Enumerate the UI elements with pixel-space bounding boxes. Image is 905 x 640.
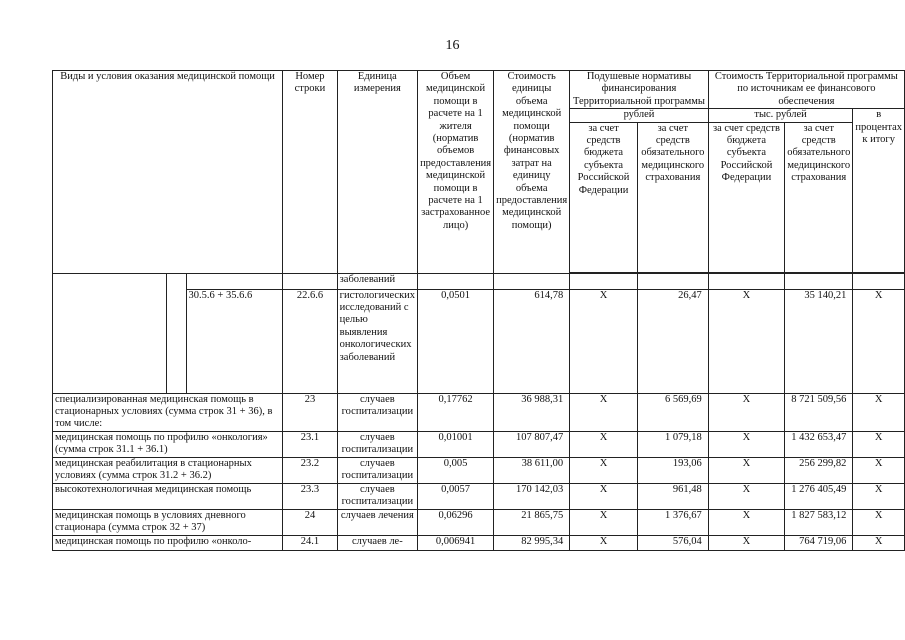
row-volume: 0,005 — [418, 457, 494, 483]
row-t-oms: 8 721 509,56 — [785, 393, 853, 431]
row-cost: 21 865,75 — [494, 509, 570, 535]
row-pc-oms: 6 569,69 — [637, 393, 708, 431]
row-volume: 0,06296 — [418, 509, 494, 535]
row-number: 24 — [283, 509, 337, 535]
row-pc-oms: 1 079,18 — [637, 431, 708, 457]
table-row: 30.5.6 + 35.6.6 22.6.6 гистологических исследований с целью выявления онкологических заболеваний 0,0501 614,78 X 26,47 X 35 140,21 X — [53, 289, 905, 393]
row-cost: 614,78 — [494, 289, 570, 393]
table-row: медицинская реабилитация в стационарных условиях (сумма строк 31.2 + 36.2) 23.2 случаев госпитализации 0,005 38 611,00 X 193,06 X 256 299,82 X — [53, 457, 905, 483]
row-t-oms: 1 276 405,49 — [785, 483, 853, 509]
row-t-oms: 35 140,21 — [785, 289, 853, 393]
row-unit: случаев лечения — [337, 509, 417, 535]
row-number: 22.6.6 — [283, 289, 337, 393]
row-cost: 107 807,47 — [494, 431, 570, 457]
row-unit: случаев госпитализации — [337, 457, 417, 483]
row-volume: 0,006941 — [418, 535, 494, 550]
row-pc-oms: 576,04 — [637, 535, 708, 550]
row-number: 23.1 — [283, 431, 337, 457]
header-unit-rub: рублей — [570, 109, 709, 122]
row-volume: 0,17762 — [418, 393, 494, 431]
row-unit: случаев госпитализации — [337, 483, 417, 509]
row-label: медицинская помощь в условиях дневного стационара (сумма строк 32 + 37) — [53, 509, 283, 535]
row-volume: 0,01001 — [418, 431, 494, 457]
table-row: медицинская помощь по профилю «онкология» (сумма строк 31.1 + 36.1) 23.1 случаев госпитализации 0,01001 107 807,47 X 1 079,18 X 1 432 653,47 X — [53, 431, 905, 457]
row-cost: 38 611,00 — [494, 457, 570, 483]
row-t-oms: 764 719,06 — [785, 535, 853, 550]
header-percent: в процентах к итогу — [853, 109, 905, 272]
row-volume: 0,0501 — [418, 289, 494, 393]
header-kind: Виды и условия оказания медицинской помощи — [53, 71, 283, 274]
row-volume: 0,0057 — [418, 483, 494, 509]
row-unit: гистологических исследований с целью выявления онкологических заболеваний — [337, 289, 417, 393]
row-number: 23.2 — [283, 457, 337, 483]
row-number: 23.3 — [283, 483, 337, 509]
header-volume: Объем медицинской помощи в расчете на 1 жителя (норматив объемов предоставления медицинской помощи в расчете на 1 застрахованное лицо) — [418, 71, 494, 274]
header-unit: Единица измерения — [337, 71, 417, 274]
header-cost: Стоимость единицы объема медицинской помощи (норматив финансовых затрат на единицу объема предоставления медицинской помощи) — [494, 71, 570, 274]
row-pc-oms: 193,06 — [637, 457, 708, 483]
row-number: 23 — [283, 393, 337, 431]
row-cost: 82 995,34 — [494, 535, 570, 550]
row-t-oms: 1 827 583,12 — [785, 509, 853, 535]
row-label: специализированная медицинская помощь в стационарных условиях (сумма строк 31 + 36), в том числе: — [53, 393, 283, 431]
table-row: специализированная медицинская помощь в стационарных условиях (сумма строк 31 + 36), в том числе: 23 случаев госпитализации 0,17762 36 988,31 X 6 569,69 X 8 721 509,56 X — [53, 393, 905, 431]
row-formula: 30.5.6 + 35.6.6 — [186, 289, 283, 393]
header-sub-budget: за счет средств бюджета субъекта Российской Федерации — [570, 122, 638, 272]
header-row-number: Номер строки — [283, 71, 337, 274]
row-unit: заболеваний — [337, 273, 417, 289]
row-formula — [186, 273, 283, 289]
header-sub-budget-2: за счет средств бюджета субъекта Российской Федерации — [708, 122, 784, 272]
header-per-capita: Подушевые нормативы финансирования Территориальной программы — [570, 71, 709, 109]
table-row: медицинская помощь по профилю «онколо- 24.1 случаев ле- 0,006941 82 995,34 X 576,04 X 764 719,06 X — [53, 535, 905, 550]
row-cost: 36 988,31 — [494, 393, 570, 431]
table-row — [53, 273, 905, 289]
row-number: 24.1 — [283, 535, 337, 550]
row-label: медицинская помощь по профилю «онкология» (сумма строк 31.1 + 36.1) — [53, 431, 283, 457]
header-cost-total: Стоимость Территориальной программы по источникам ее финансового обеспечения — [708, 71, 904, 109]
row-label: медицинская реабилитация в стационарных условиях (сумма строк 31.2 + 36.2) — [53, 457, 283, 483]
row-t-oms: 1 432 653,47 — [785, 431, 853, 457]
row-label: высокотехнологичная медицинская помощь — [53, 483, 283, 509]
row-pc-oms: 1 376,67 — [637, 509, 708, 535]
row-unit: случаев госпитализации — [337, 431, 417, 457]
row-pc-oms: 26,47 — [637, 289, 708, 393]
header-sub-oms-2: за счет средств обязательного медицинского страхования — [785, 122, 853, 272]
financing-table — [52, 70, 905, 551]
row-label: медицинская помощь по профилю «онколо- — [53, 535, 283, 550]
row-cost: 170 142,03 — [494, 483, 570, 509]
row-t-oms: 256 299,82 — [785, 457, 853, 483]
row-unit: случаев госпитализации — [337, 393, 417, 431]
header-unit-thousand-rub: тыс. рублей — [708, 109, 853, 122]
table-row: высокотехнологичная медицинская помощь 23.3 случаев госпитализации 0,0057 170 142,03 X 961,48 X 1 276 405,49 X — [53, 483, 905, 509]
row-unit: случаев ле- — [337, 535, 417, 550]
table-row: медицинская помощь в условиях дневного стационара (сумма строк 32 + 37) 24 случаев лечения 0,06296 21 865,75 X 1 376,67 X 1 827 583,12 X — [53, 509, 905, 535]
row-pc-oms: 961,48 — [637, 483, 708, 509]
header-sub-oms: за счет средств обязательного медицинского страхования — [637, 122, 708, 272]
page-number: 16 — [445, 38, 460, 53]
